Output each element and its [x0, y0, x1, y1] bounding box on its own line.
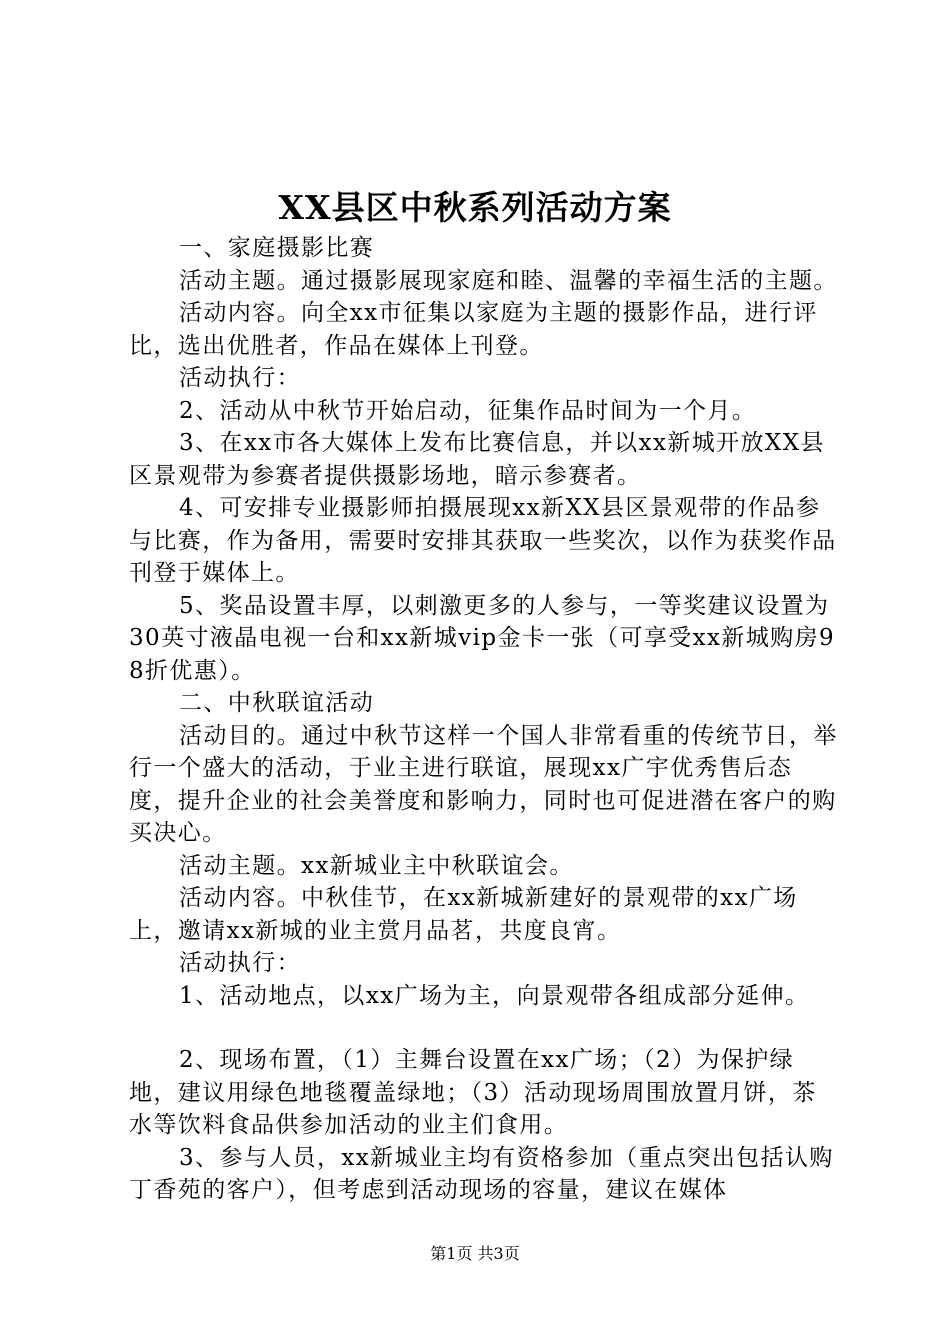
- paragraph: 活动执行：: [179, 950, 301, 976]
- section-heading-2: 二、中秋联谊活动: [179, 690, 375, 716]
- section-heading-1: 一、家庭摄影比赛: [179, 235, 375, 261]
- paragraph: 活动执行：: [179, 365, 301, 391]
- paragraph: 活动内容。向全xx市征集以家庭为主题的摄影作品，进行评比，选出优胜者，作品在媒体上刊登。: [129, 300, 818, 359]
- document-body: [129, 232, 839, 1207]
- paragraph: 活动主题。xx新城业主中秋联谊会。: [179, 852, 574, 879]
- paragraph: 2、活动从中秋节开始启动，征集作品时间为一个月。: [179, 397, 757, 424]
- paragraph: 2、现场布置，（1）主舞台设置在xx广场；（2）为保护绿地，建议用绿色地毯覆盖绿地；（3）活动现场周围放置月饼，茶水等饮料食品供参加活动的业主们食用。: [129, 1047, 817, 1138]
- paragraph: 活动主题。通过摄影展现家庭和睦、温馨的幸福生活的主题。: [179, 267, 838, 294]
- paragraph: 3、参与人员，xx新城业主均有资格参加（重点突出包括认购丁香苑的客户），但考虑到活动现场的容量，建议在媒体: [129, 1144, 834, 1203]
- paragraph: 活动目的。通过中秋节这样一个国人非常看重的传统节日，举行一个盛大的活动，于业主进行联谊，展现xx广宇优秀售后态度，提升企业的社会美誉度和影响力，同时也可促进潜在客户的购买决心。: [129, 722, 838, 846]
- page-footer: 第1页 共3页: [430, 1244, 520, 1263]
- paragraph: 3、在xx市各大媒体上发布比赛信息，并以xx新城开放XX县区景观带为参赛者提供摄影场地，暗示参赛者。: [129, 430, 825, 489]
- paragraph: 5、奖品设置丰厚，以刺激更多的人参与，一等奖建议设置为30英寸液晶电视一台和xx新城vip金卡一张（可享受xx新城购房98折优惠）。: [129, 592, 836, 684]
- document-title: XX县区中秋系列活动方案: [278, 188, 672, 227]
- paragraph: 4、可安排专业摄影师拍摄展现xx新XX县区景观带的作品参与比赛，作为备用，需要时安排其获取一些奖次，以作为获奖作品刊登于媒体上。: [129, 495, 837, 586]
- paragraph: 1、活动地点，以xx广场为主，向景观带各组成部分延伸。: [179, 982, 810, 1009]
- paragraph: 活动内容。中秋佳节，在xx新城新建好的景观带的xx广场上，邀请xx新城的业主赏月品茗，共度良宵。: [129, 885, 798, 944]
